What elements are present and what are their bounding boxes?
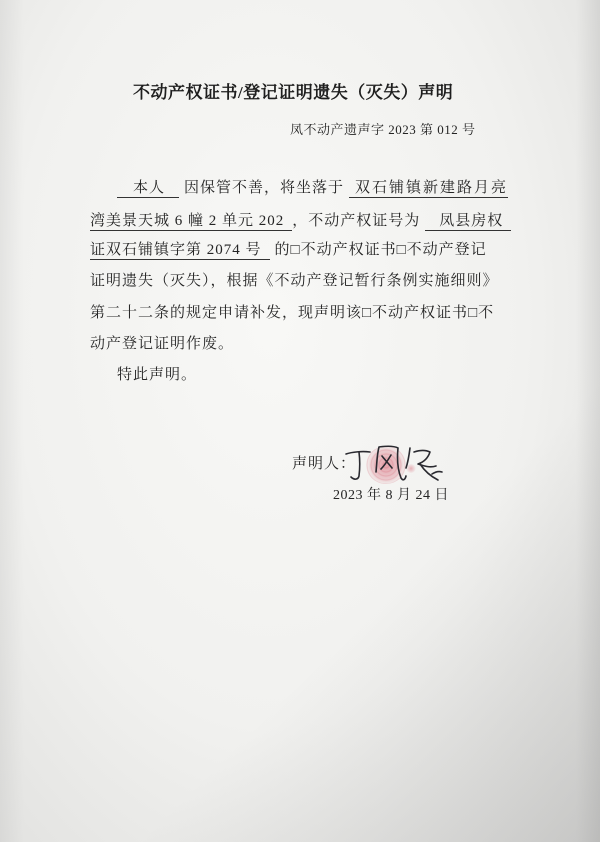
body-line-5: 第二十二条的规定申请补发，现声明该□不动产权证书□不 [90,305,495,321]
location-fill-b: 湾美景天城 6 幢 2 单元 202 [90,213,292,231]
location-fill-a: 双石铺镇新建路月亮 [349,180,508,198]
document-title: 不动产权证书/登记证明遗失（灭失）声明 [133,83,454,102]
body-line-4: 证明遗失（灭失），根据《不动产登记暂行条例实施细则》 [90,273,499,289]
handwritten-signature [340,438,450,486]
declarant-label: 声明人： [292,456,357,472]
body-line-2 [90,211,511,231]
declarant-fill: 本人 [117,180,179,198]
declaration-date: 2023 年 8 月 24 日 [333,488,449,503]
certificate-number-fill-a: 凤县房权 [425,213,511,231]
body-line-3 [90,240,487,260]
body-text-1: 因保管不善，将坐落于 [184,180,345,196]
certificate-number-fill-b: 证双石铺镇字第 2074 号 [90,242,270,260]
closing-line: 特此声明。 [117,367,198,383]
body-text-2: ，不动产权证号为 [292,213,421,229]
body-text-3: 的□不动产权证书□不动产登记 [274,242,487,258]
body-line-6: 动产登记证明作废。 [90,336,235,352]
body-line-1 [117,178,508,198]
reference-number: 凤不动产遗声字 2023 第 012 号 [290,122,476,137]
